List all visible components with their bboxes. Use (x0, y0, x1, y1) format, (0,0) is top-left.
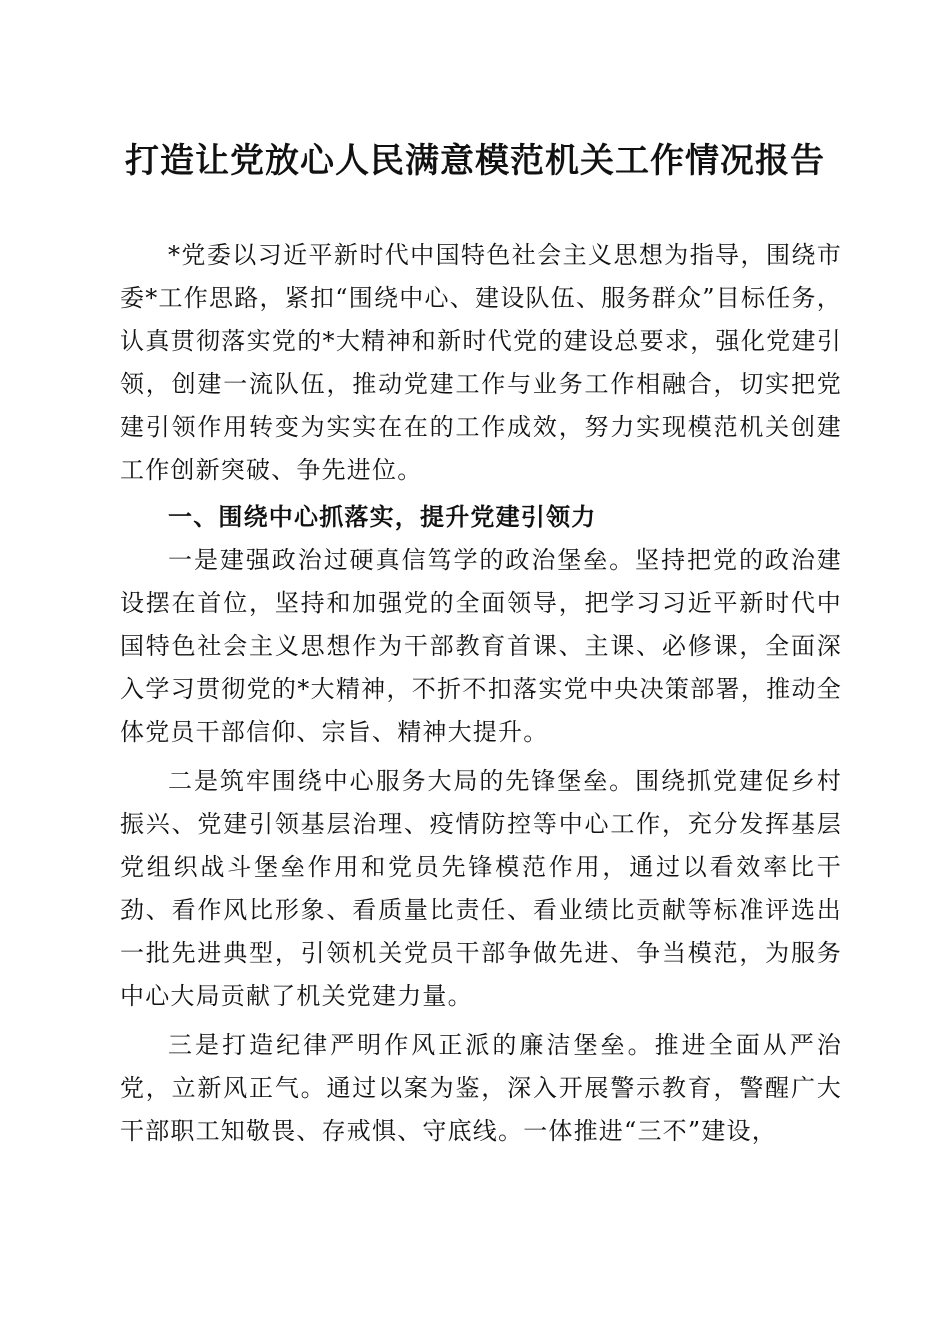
section-heading: 一、围绕中心抓落实，提升党建引领力 (168, 503, 597, 531)
document-body (120, 234, 842, 1153)
document-title: 打造让党放心人民满意模范机关工作情况报告 (125, 141, 825, 181)
body-paragraph: 一是建强政治过硬真信笃学的政治堡垒。坚持把党的政治建设摆在首位，坚持和加强党的全面领导，把学习习近平新时代中国特色社会主义思想作为干部教育首课、主课、必修课，全面深入学习贯彻党的*大精神，不折不扣落实党中央决策部署，推动全体党员干部信仰、宗旨、精神大提升。 (120, 546, 842, 746)
body-paragraph: 二是筑牢围绕中心服务大局的先锋堡垒。围绕抓党建促乡村振兴、党建引领基层治理、疫情防控等中心工作，充分发挥基层党组织战斗堡垒作用和党员先锋模范作用，通过以看效率比干劲、看作风比形象、看质量比责任、看业绩比贡献等标准评选出一批先进典型，引领机关党员干部争做先进、争当模范，为服务中心大局贡献了机关党建力量。 (120, 767, 842, 1010)
body-paragraph: 三是打造纪律严明作风正派的廉洁堡垒。推进全面从严治党，立新风正气。通过以案为鉴，深入开展警示教育，警醒广大干部职工知敬畏、存戒惧、守底线。一体推进“三不”建设， (120, 1031, 842, 1145)
intro-paragraph: *党委以习近平新时代中国特色社会主义思想为指导，围绕市委*工作思路，紧扣“围绕中心、建设队伍、服务群众”目标任务，认真贯彻落实党的*大精神和新时代党的建设总要求，强化党建引领，创建一流队伍，推动党建工作与业务工作相融合，切实把党建引领作用转变为实实在在的工作成效，努力实现模范机关创建工作创新突破、争先进位。 (120, 241, 842, 484)
